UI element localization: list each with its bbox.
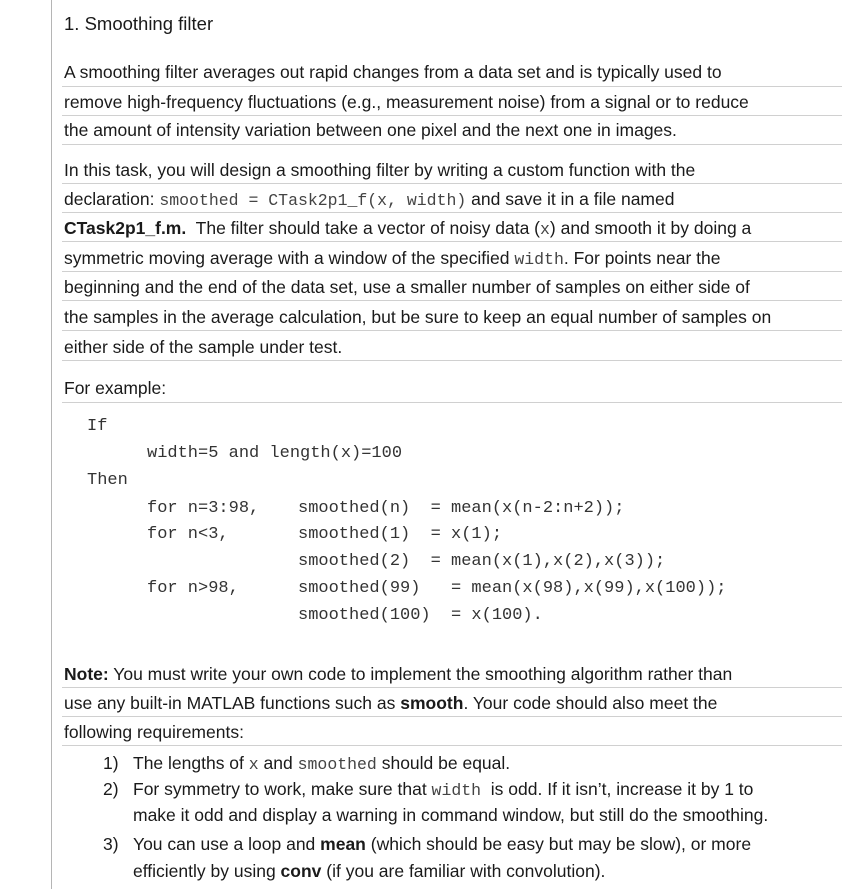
task-line-1: In this task, you will design a smoothing filter by writing a custom function with the [64, 160, 696, 180]
code-row-4-cond: for n>98, [147, 579, 239, 598]
req-3-line-2: efficiently by using conv (if you are familiar with convolution). [133, 861, 606, 881]
note-line-3: following requirements: [64, 722, 244, 742]
req-2-line-1: For symmetry to work, make sure that width is odd. If it isn’t, increase it by 1 to [133, 779, 754, 800]
note-label: Note: [64, 664, 109, 684]
req-2-line-2: make it odd and display a warning in command window, but still do the smoothing. [133, 805, 769, 825]
example-label: For example: [64, 378, 167, 398]
code-row-1-expr: smoothed(n) = mean(x(n-2:n+2)); [298, 499, 625, 518]
note-line-1: Note: You must write your own code to implement the smoothing algorithm rather than [64, 664, 733, 684]
code-row-2-cond: for n<3, [147, 525, 229, 544]
task-line-3: CTask2p1_f.m. The filter should take a vector of noisy data (x) and smooth it by doing a [64, 218, 752, 239]
req-1: The lengths of x and smoothed should be equal. [133, 753, 511, 774]
code-row-3-expr: smoothed(2) = mean(x(1),x(2),x(3)); [298, 552, 666, 571]
req-number-2: 2) [103, 779, 119, 799]
section-heading: 1. Smoothing filter [64, 13, 214, 34]
file-name: CTask2p1_f.m. [64, 218, 187, 238]
declaration-code: smoothed = CTask2p1_f(x, width) [159, 191, 467, 210]
page-left-border [51, 0, 52, 889]
code-row-2-expr: smoothed(1) = x(1); [298, 525, 503, 544]
code-then: Then [87, 471, 128, 490]
code-row-1-cond: for n=3:98, [147, 499, 260, 518]
task-line-5: beginning and the end of the data set, use a smaller number of samples on either side of [64, 277, 750, 297]
req-number-1: 1) [103, 753, 119, 773]
code-row-4-expr: smoothed(99) = mean(x(98),x(99),x(100)); [298, 579, 727, 598]
code-condition: width=5 and length(x)=100 [147, 444, 403, 463]
req-3-line-1: You can use a loop and mean (which should be easy but may be slow), or more [133, 834, 752, 854]
note-line-2: use any built-in MATLAB functions such as smooth. Your code should also meet the [64, 693, 718, 713]
task-line-7: either side of the sample under test. [64, 337, 343, 357]
code-if: If [87, 417, 108, 436]
task-line-6: the samples in the average calculation, but be sure to keep an equal number of samples on [64, 307, 772, 327]
intro-line-1: A smoothing filter averages out rapid changes from a data set and is typically used to [64, 62, 722, 82]
intro-line-3: the amount of intensity variation between one pixel and the next one in images. [64, 120, 677, 140]
intro-line-2: remove high-frequency fluctuations (e.g., measurement noise) from a signal or to reduce [64, 92, 749, 112]
task-line-2: declaration: smoothed = CTask2p1_f(x, width) and save it in a file named [64, 189, 675, 210]
code-row-5-expr: smoothed(100) = x(100). [298, 606, 543, 625]
task-line-4: symmetric moving average with a window of the specified width. For points near the [64, 248, 721, 269]
req-number-3: 3) [103, 834, 119, 854]
